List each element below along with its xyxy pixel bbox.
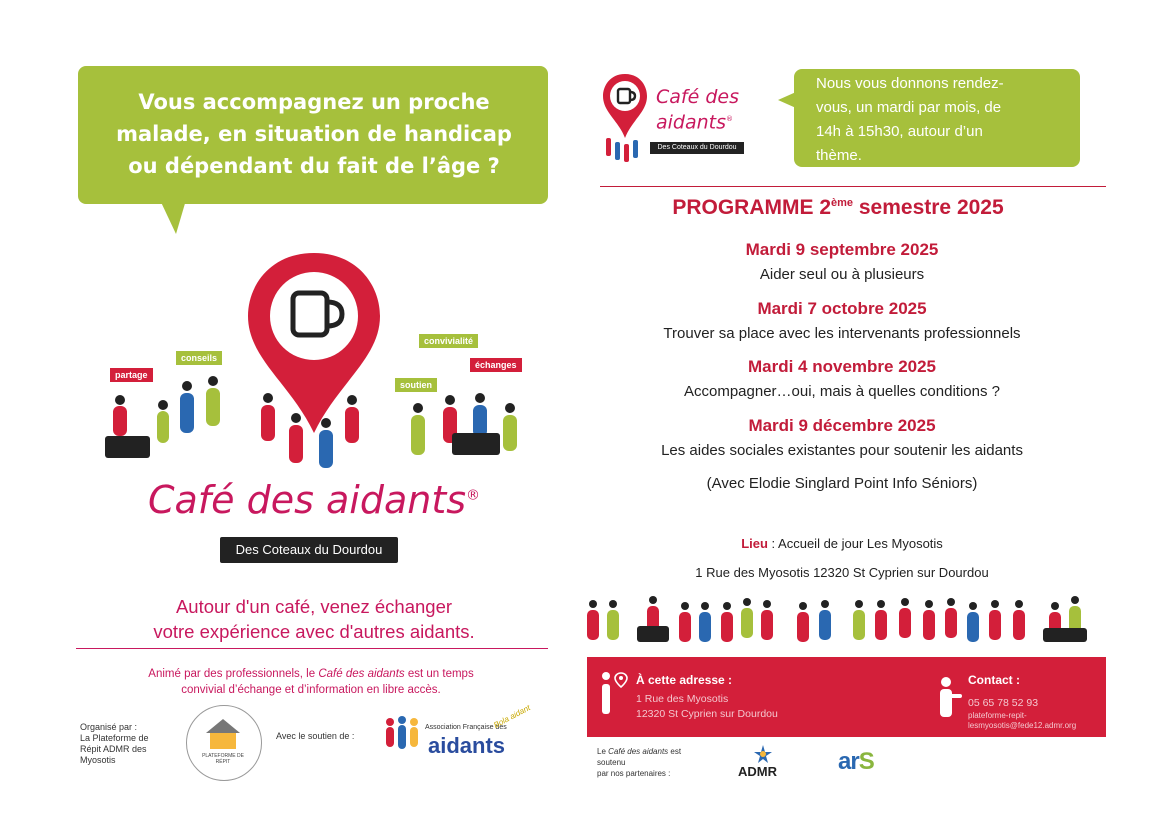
tag-soutien: soutien xyxy=(395,378,437,392)
house-icon xyxy=(206,719,240,733)
organiser-text: Organisé par : La Plateforme de Répit ADMR des Myosotis xyxy=(80,722,149,765)
session-topic: Trouver sa place avec les intervenants professionnels xyxy=(663,325,1021,342)
info-icon xyxy=(598,670,614,718)
session-topic: Aider seul ou à plusieurs xyxy=(759,266,925,283)
adresse-label: À cette adresse : xyxy=(636,673,733,687)
divider-left xyxy=(76,648,548,649)
small-logo-pin xyxy=(600,72,650,164)
address-line: 1 Rue des Myosotis 12320 St Cyprien sur Dourdou xyxy=(695,565,989,580)
programme-title: PROGRAMME 2ème semestre 2025 xyxy=(672,196,1004,219)
admr-logo-text: ADMR xyxy=(738,764,777,779)
session-topic: Accompagner…oui, mais à quelles conditions ? xyxy=(683,383,1000,400)
people-row-illustration xyxy=(585,592,1095,648)
headline-text: Vous accompagnez un proche malade, en situation de handicap ou dépendant du fait de l’âge ? xyxy=(116,90,512,178)
afa-main-text: aidants xyxy=(428,733,506,758)
tag-echanges: échanges xyxy=(470,358,522,372)
tag-partage: partage xyxy=(110,368,153,382)
tag-convivialite: convivialité xyxy=(419,334,478,348)
tag-conseils: conseils xyxy=(176,351,222,365)
logo-subtitle: Des Coteaux du Dourdou xyxy=(220,537,398,563)
afa-slogan: Bola aidant xyxy=(492,703,532,730)
session-date: Mardi 4 novembre 2025 xyxy=(747,357,937,376)
session-topic: Les aides sociales existantes pour soutenir les aidants xyxy=(661,442,1023,459)
people-group-left xyxy=(105,376,220,458)
speaker-note: (Avec Elodie Singlard Point Info Séniors) xyxy=(706,475,978,492)
tagline: Autour d'un café, venez échanger votre expérience avec d'autres aidants. xyxy=(153,596,475,642)
cafe-logo-illustration xyxy=(100,248,530,473)
contact-person-icon xyxy=(936,676,966,720)
session-date: Mardi 9 septembre 2025 xyxy=(745,240,939,259)
admr-star-icon xyxy=(752,744,774,764)
small-logo-title: Café des aidants® xyxy=(656,86,739,134)
people-group-right xyxy=(411,393,517,455)
divider-right xyxy=(600,186,1106,187)
anime-text: Animé par des professionnels, le Café des aidants est un temps convivial d’échange et d’information en libre accès. xyxy=(148,668,474,696)
house-body xyxy=(210,733,236,749)
contact-phone: 05 65 78 52 93 xyxy=(968,697,1039,709)
lieu-line: Lieu : Accueil de jour Les Myosotis xyxy=(741,536,943,551)
headline-bubble-tail xyxy=(160,200,186,234)
afa-people-icon xyxy=(382,716,426,754)
contact-label: Contact : xyxy=(968,673,1020,687)
rendezvous-text: Nous vous donnons rendez- vous, un mardi par mois, de 14h à 15h30, autour d’un thème. xyxy=(816,75,1004,164)
footer-address: 1 Rue des Myosotis 12320 St Cyprien sur Dourdou xyxy=(636,693,778,720)
location-pin-icon xyxy=(614,672,628,688)
seal-text: PLATEFORME DE RÉPIT xyxy=(202,753,244,765)
ars-logo: arS xyxy=(838,748,874,775)
rendezvous-bubble-tail xyxy=(778,92,796,108)
contact-email: plateforme-repit- lesmyosotis@fede12.admr.org xyxy=(968,711,1077,730)
partners-text: Le Café des aidants est soutenu par nos partenaires : xyxy=(597,747,682,778)
session-date: Mardi 7 octobre 2025 xyxy=(757,299,927,318)
session-date: Mardi 9 décembre 2025 xyxy=(748,416,936,435)
afa-small-text: Association Française des xyxy=(425,724,507,731)
small-logo-subtitle: Des Coteaux du Dourdou xyxy=(650,142,744,154)
soutien-label: Avec le soutien de : xyxy=(276,731,355,741)
logo-title: Café des aidants® xyxy=(147,478,481,522)
